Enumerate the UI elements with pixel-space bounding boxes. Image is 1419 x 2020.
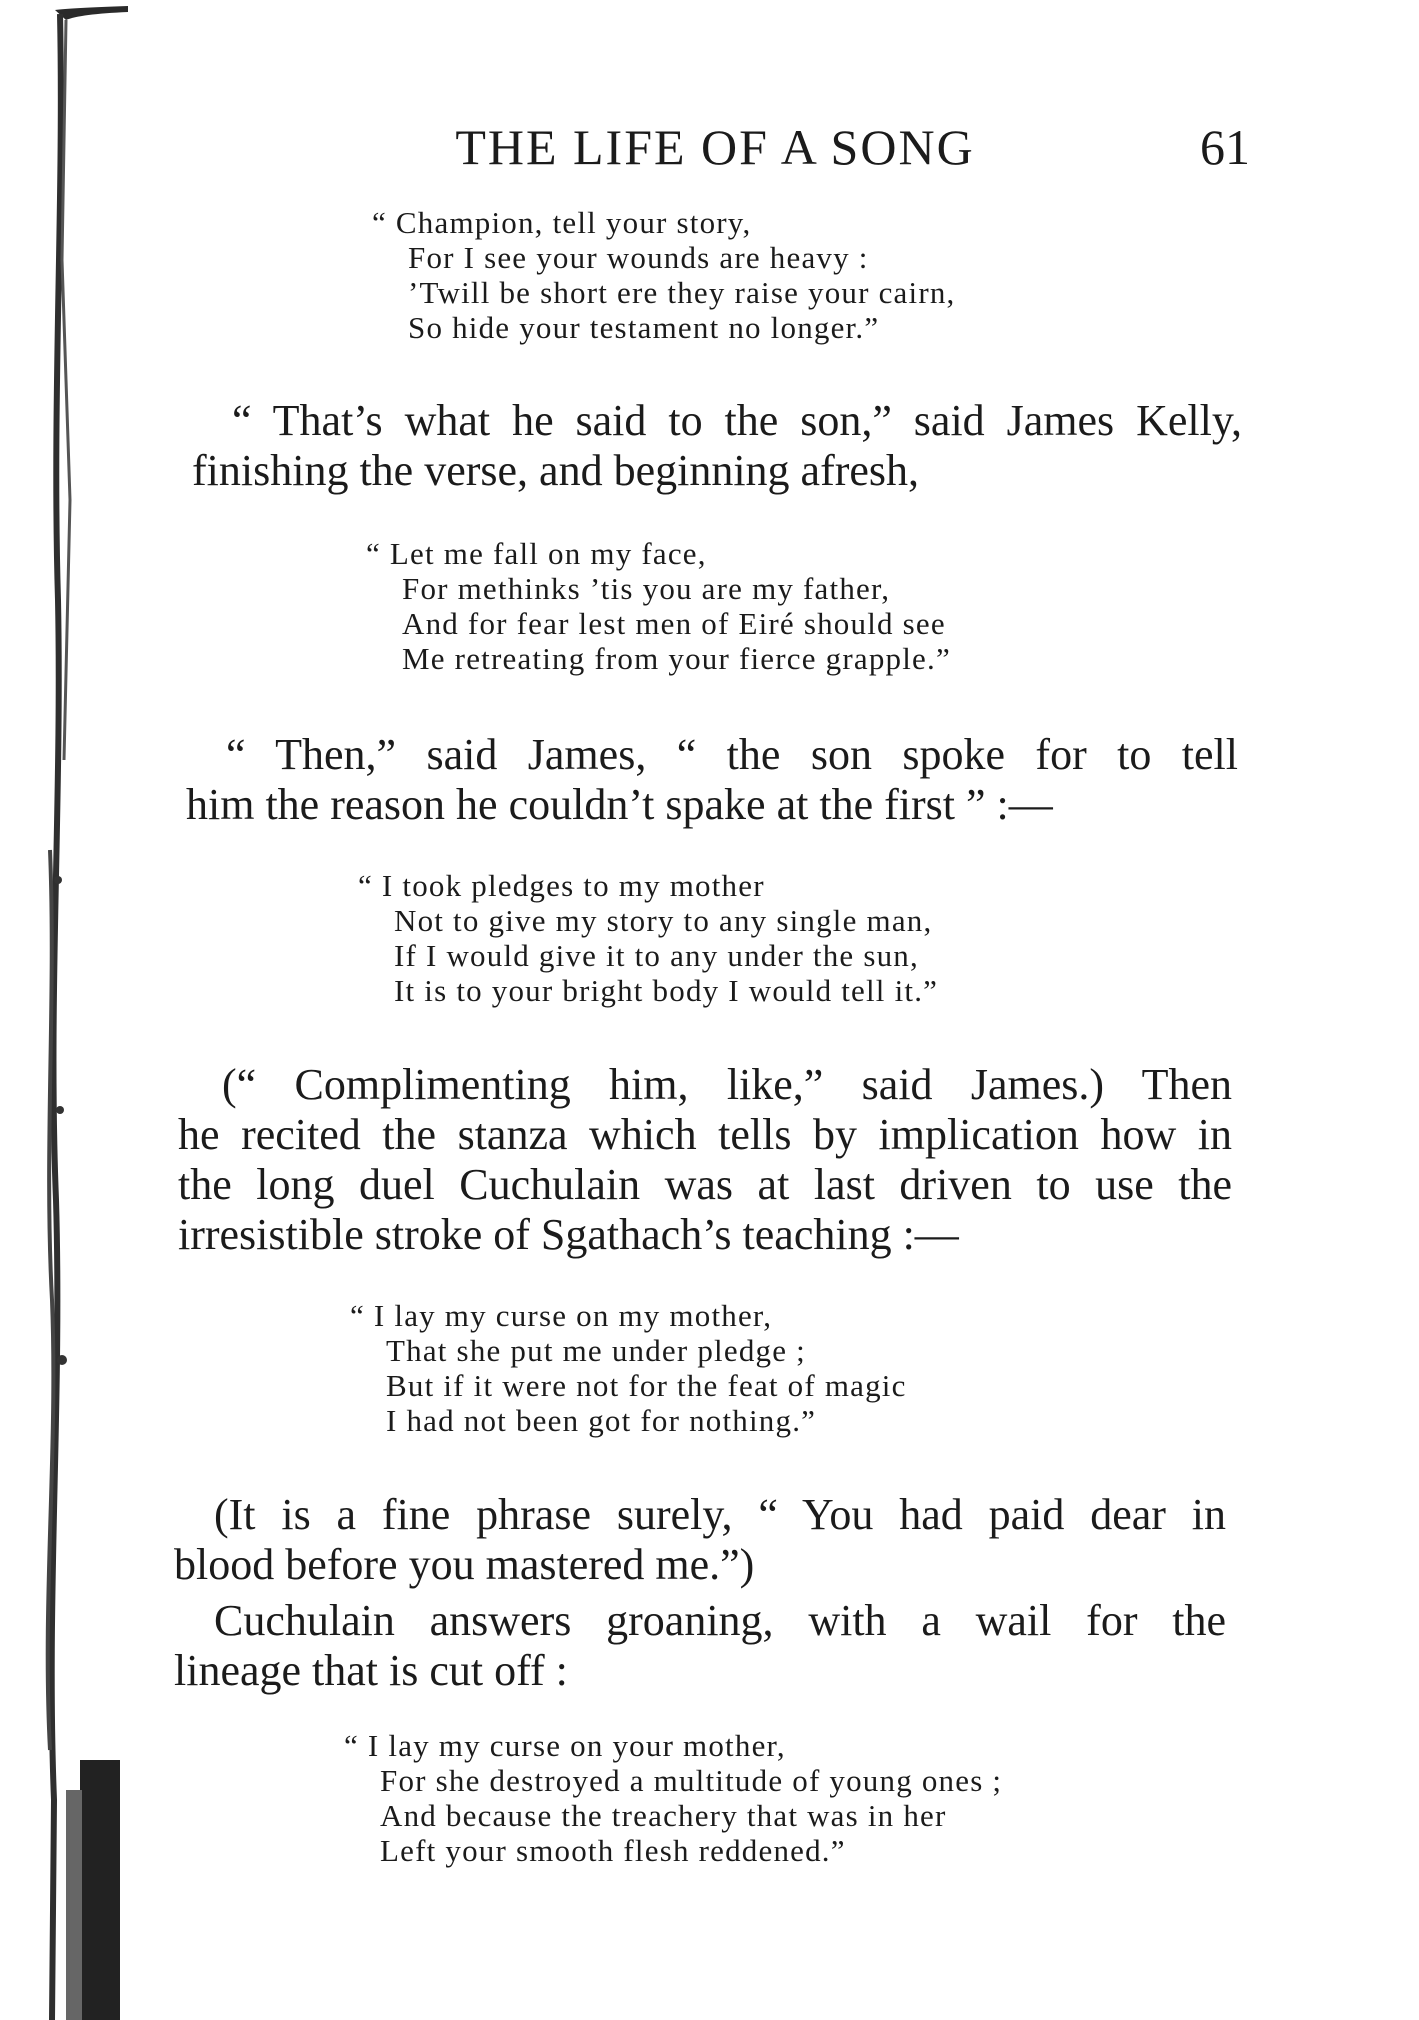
verse-line: So hide your testament no longer.” [408, 310, 880, 345]
paragraph-2 [186, 730, 1238, 830]
paragraph-5 [174, 1596, 1226, 1696]
verse-stanza-5 [344, 1728, 1002, 1868]
paragraph-line: “ That’s what he said to the son,” said James Kelly, [232, 396, 1242, 445]
verse-line: And because the treachery that was in her [380, 1798, 947, 1833]
verse-stanza-2 [366, 536, 951, 676]
verse-line: For I see your wounds are heavy : [408, 240, 869, 275]
page-header [180, 110, 1250, 180]
verse-line: It is to your bright body I would tell it.” [394, 973, 939, 1008]
verse-line: “ I lay my curse on my mother, [350, 1298, 773, 1333]
paragraph-line: irresistible stroke of Sgathach’s teaching :— [178, 1210, 959, 1259]
verse-stanza-1 [372, 205, 956, 345]
verse-line: For methinks ’tis you are my father, [402, 571, 891, 606]
verse-line: For she destroyed a multitude of young ones ; [380, 1763, 1003, 1798]
verse-stanza-4 [350, 1298, 907, 1438]
verse-line: “ I took pledges to my mother [358, 868, 765, 903]
verse-line: “ Let me fall on my face, [366, 536, 707, 571]
paragraph-line: finishing the verse, and beginning afresh, [192, 446, 920, 495]
verse-stanza-3 [358, 868, 938, 1008]
paragraph-4 [174, 1490, 1226, 1590]
paragraph-line: the long duel Cuchulain was at last driven to use the [178, 1160, 1232, 1209]
running-title: THE LIFE OF A SONG [455, 119, 975, 175]
paragraph-line: lineage that is cut off : [174, 1646, 568, 1695]
verse-line: Not to give my story to any single man, [394, 903, 933, 938]
verse-line: That she put me under pledge ; [386, 1333, 806, 1368]
verse-line: And for fear lest men of Eiré should see [402, 606, 946, 641]
binding-edge-shadow [0, 0, 130, 2020]
paragraph-line: blood before you mastered me.”) [174, 1540, 755, 1589]
paragraph-line: Cuchulain answers groaning, with a wail for the [214, 1596, 1226, 1645]
verse-line: Me retreating from your fierce grapple.” [402, 641, 951, 676]
verse-line: “ I lay my curse on your mother, [344, 1728, 786, 1763]
paragraph-line: (“ Complimenting him, like,” said James.) Then [222, 1060, 1232, 1109]
paragraph-line: “ Then,” said James, “ the son spoke for to tell [226, 730, 1238, 779]
paragraph-1 [192, 396, 1242, 496]
verse-line: But if it were not for the feat of magic [386, 1368, 907, 1403]
paragraph-line: him the reason he couldn’t spake at the first ” :— [186, 780, 1053, 829]
verse-line: “ Champion, tell your story, [372, 205, 752, 240]
verse-line: I had not been got for nothing.” [386, 1403, 817, 1438]
verse-line: If I would give it to any under the sun, [394, 938, 919, 973]
page-number: 61 [1200, 119, 1250, 175]
paragraph-line: he recited the stanza which tells by implication how in [178, 1110, 1232, 1159]
verse-line: Left your smooth flesh reddened.” [380, 1833, 846, 1868]
paragraph-3 [178, 1060, 1232, 1260]
verse-line: ’Twill be short ere they raise your cairn, [408, 275, 956, 310]
paragraph-line: (It is a fine phrase surely, “ You had paid dear in [214, 1490, 1226, 1539]
